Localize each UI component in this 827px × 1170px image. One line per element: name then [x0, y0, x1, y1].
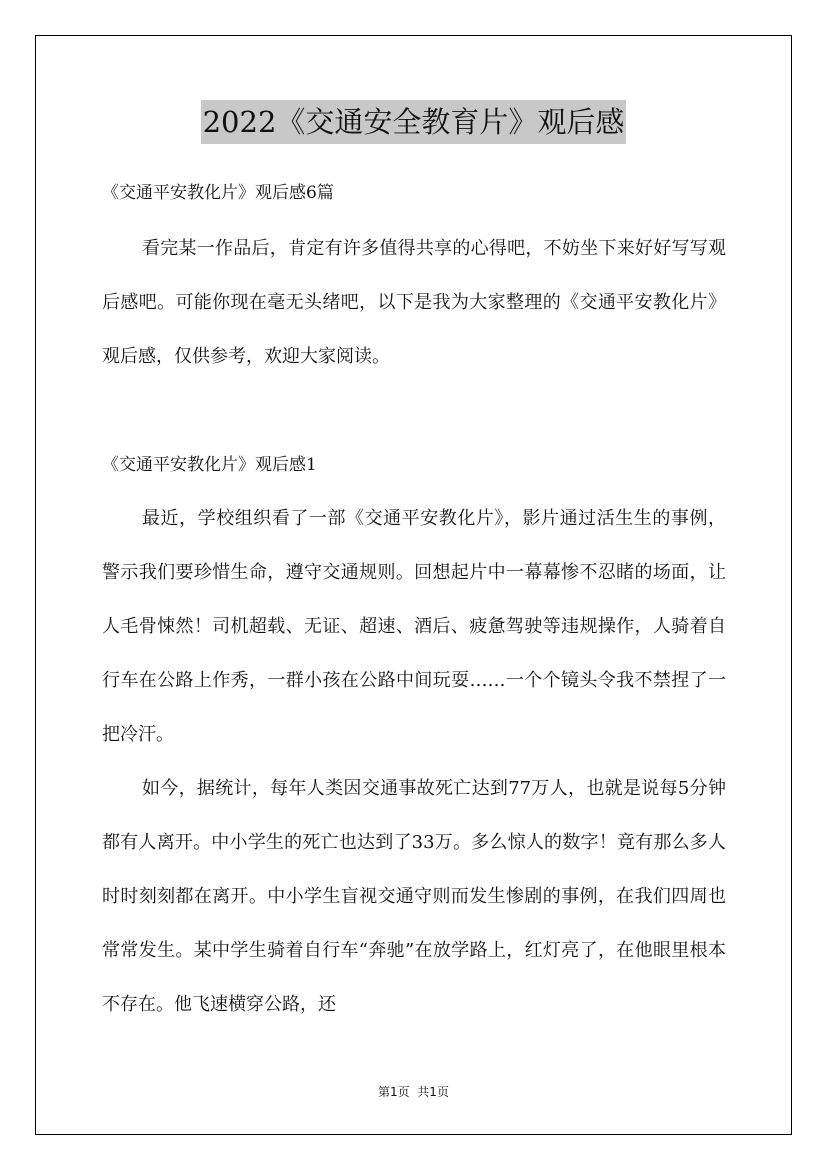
intro-paragraph: 看完某一作品后，肯定有许多值得共享的心得吧，不妨坐下来好好写写观后感吧。可能你现在毫无头绪吧，以下是我为大家整理的《交通平安教化片》观后感，仅供参考，欢迎大家阅读。 [102, 238, 726, 367]
title-container [0, 100, 827, 144]
document-title: 2022《交通安全教育片》观后感 [201, 100, 627, 144]
section-1-paragraph-2: 如今，据统计，每年人类因交通事故死亡达到77万人，也就是说每5分钟都有人离开。中小学生的死亡也达到了33万。多么惊人的数字！竟有那么多人时时刻刻都在离开。中小学生盲视交通守则而发生惨剧的事例，在我们四周也常常发生。某中学生骑着自行车“奔驰”在放学路上，红灯亮了，在他眼里根本不存在。他飞速横穿公路，还 [102, 778, 726, 1015]
document-subtitle: 《交通平安教化片》观后感6篇 [102, 183, 334, 203]
section-heading-1: 《交通平安教化片》观后感1 [102, 455, 317, 475]
page-footer: 第1页 共1页 [378, 1085, 449, 1099]
section-1-paragraph-1: 最近，学校组织看了一部《交通平安教化片》，影片通过活生生的事例，警示我们要珍惜生命，遵守交通规则。回想起片中一幕幕惨不忍睹的场面，让人毛骨悚然！司机超载、无证、超速、酒后、疲惫驾驶等违规操作，人骑着自行车在公路上作秀，一群小孩在公路中间玩耍……一个个镜头令我不禁捏了一把冷汗。 [102, 508, 726, 745]
